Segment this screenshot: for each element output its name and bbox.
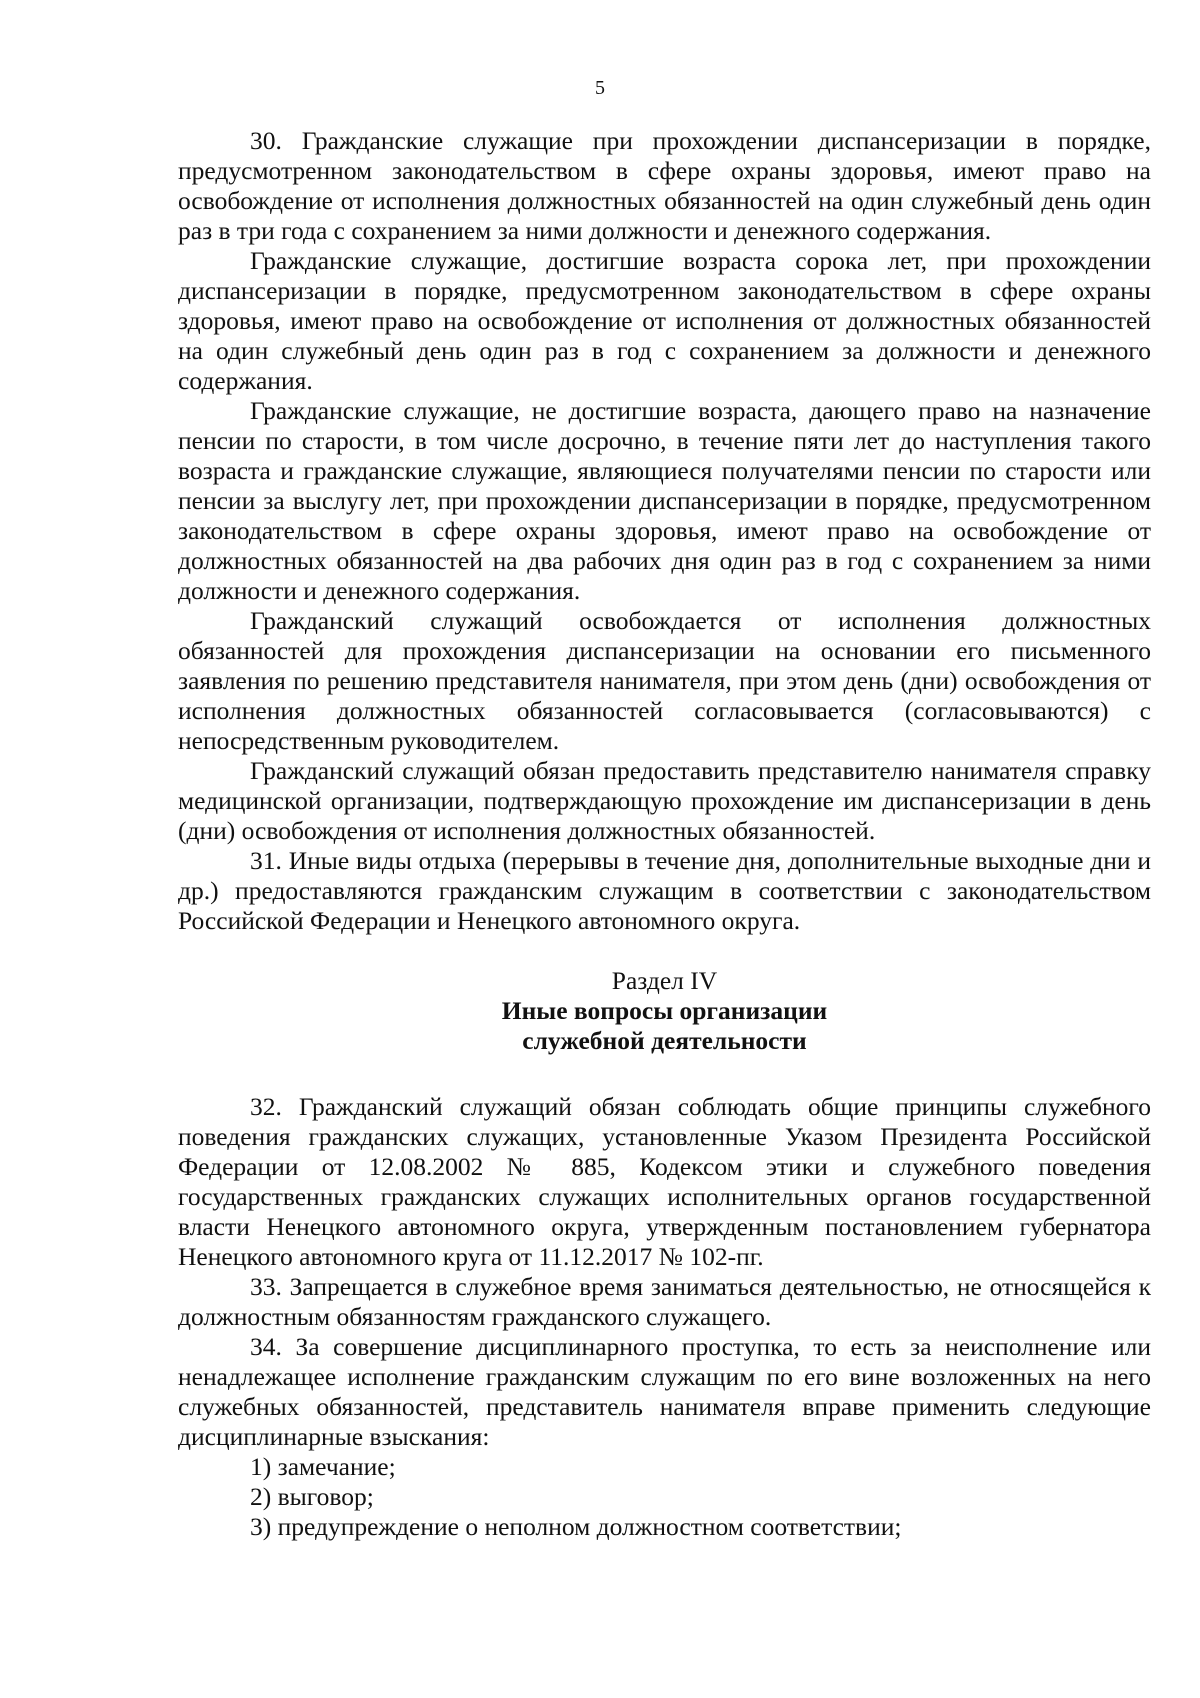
paragraph-30-age-forty: Гражданские служащие, достигшие возраста сорока лет, при прохождении диспансеризации в порядке, предусмотренном законодательством в сфере охраны здоровья, имеют право на освобождение от исполнения от должностных обязанностей на один служебный день один раз в год с сохранением за должности и денежного содержания. — [178, 246, 1151, 395]
paragraph-32: 32. Гражданский служащий обязан соблюдать общие принципы служебного поведения гражданских служащих, установленные Указом Президента Российской Федерации от 12.08.2002 № 885, Кодексом этики и служебного поведения государственных гражданских служащих исполнительных органов государственной власти Ненецкого автономного округа, утвержденным постановлением губернатора Ненецкого автономного круга от 11.12.2017 № 102-пг. — [178, 1092, 1151, 1271]
paragraph-34: 34. За совершение дисциплинарного проступка, то есть за неисполнение или ненадлежащее исполнение гражданским служащим по его вине возложенных на него служебных обязанностей, представитель нанимателя вправе применить следующие дисциплинарные взыскания: — [178, 1332, 1151, 1451]
list-item-reprimand-1: 1) замечание; — [250, 1452, 396, 1481]
paragraph-31: 31. Иные виды отдыха (перерывы в течение дня, дополнительные выходные дни и др.) предоставляются гражданским служащим в соответствии с законодательством Российской Федерации и Ненецкого автономного округа. — [178, 846, 1151, 935]
document-body — [178, 126, 1151, 1542]
paragraph-30-pre-retirement: Гражданские служащие, не достигшие возраста, дающего право на назначение пенсии по старости, в том числе досрочно, в течение пяти лет до наступления такого возраста и гражданские служащие, являющиеся получателями пенсии по старости или пенсии за выслугу лет, при прохождении диспансеризации в порядке, предусмотренном законодательством в сфере охраны здоровья, имеют право на освобождение от должностных обязанностей на два рабочих дня один раз в год с сохранением за ними должности и денежного содержания. — [178, 396, 1151, 605]
paragraph-33: 33. Запрещается в служебное время заниматься деятельностью, не относящейся к должностным обязанностям гражданского служащего. — [178, 1272, 1151, 1331]
paragraph-30: 30. Гражданские служащие при прохождении диспансеризации в порядке, предусмотренном законодательством в сфере охраны здоровья, имеют право на освобождение от исполнения должностных обязанностей на один служебный день один раз в три года с сохранением за ними должности и денежного содержания. — [178, 126, 1151, 245]
section-heading — [178, 966, 1151, 1056]
list-item-reprimand-2: 2) выговор; — [250, 1482, 374, 1511]
list-item-warning: 3) предупреждение о неполном должностном соответствии; — [250, 1512, 902, 1541]
section-title-line-2: служебной деятельности — [522, 1026, 807, 1055]
page-number: 5 — [595, 77, 605, 99]
paragraph-30-certificate: Гражданский служащий обязан предоставить представителю нанимателя справку медицинской организации, подтверждающую прохождение им диспансеризации в день (дни) освобождения от исполнения должностных обязанностей. — [178, 756, 1151, 845]
paragraph-30-release-procedure: Гражданский служащий освобождается от исполнения должностных обязанностей для прохождения диспансеризации на основании его письменного заявления по решению представителя нанимателя, при этом день (дни) освобождения от исполнения должностных обязанностей согласовывается (согласовываются) с непосредственным руководителем. — [178, 606, 1151, 755]
section-title-line-1: Иные вопросы организации — [501, 996, 828, 1025]
section-number: Раздел IV — [611, 966, 718, 995]
